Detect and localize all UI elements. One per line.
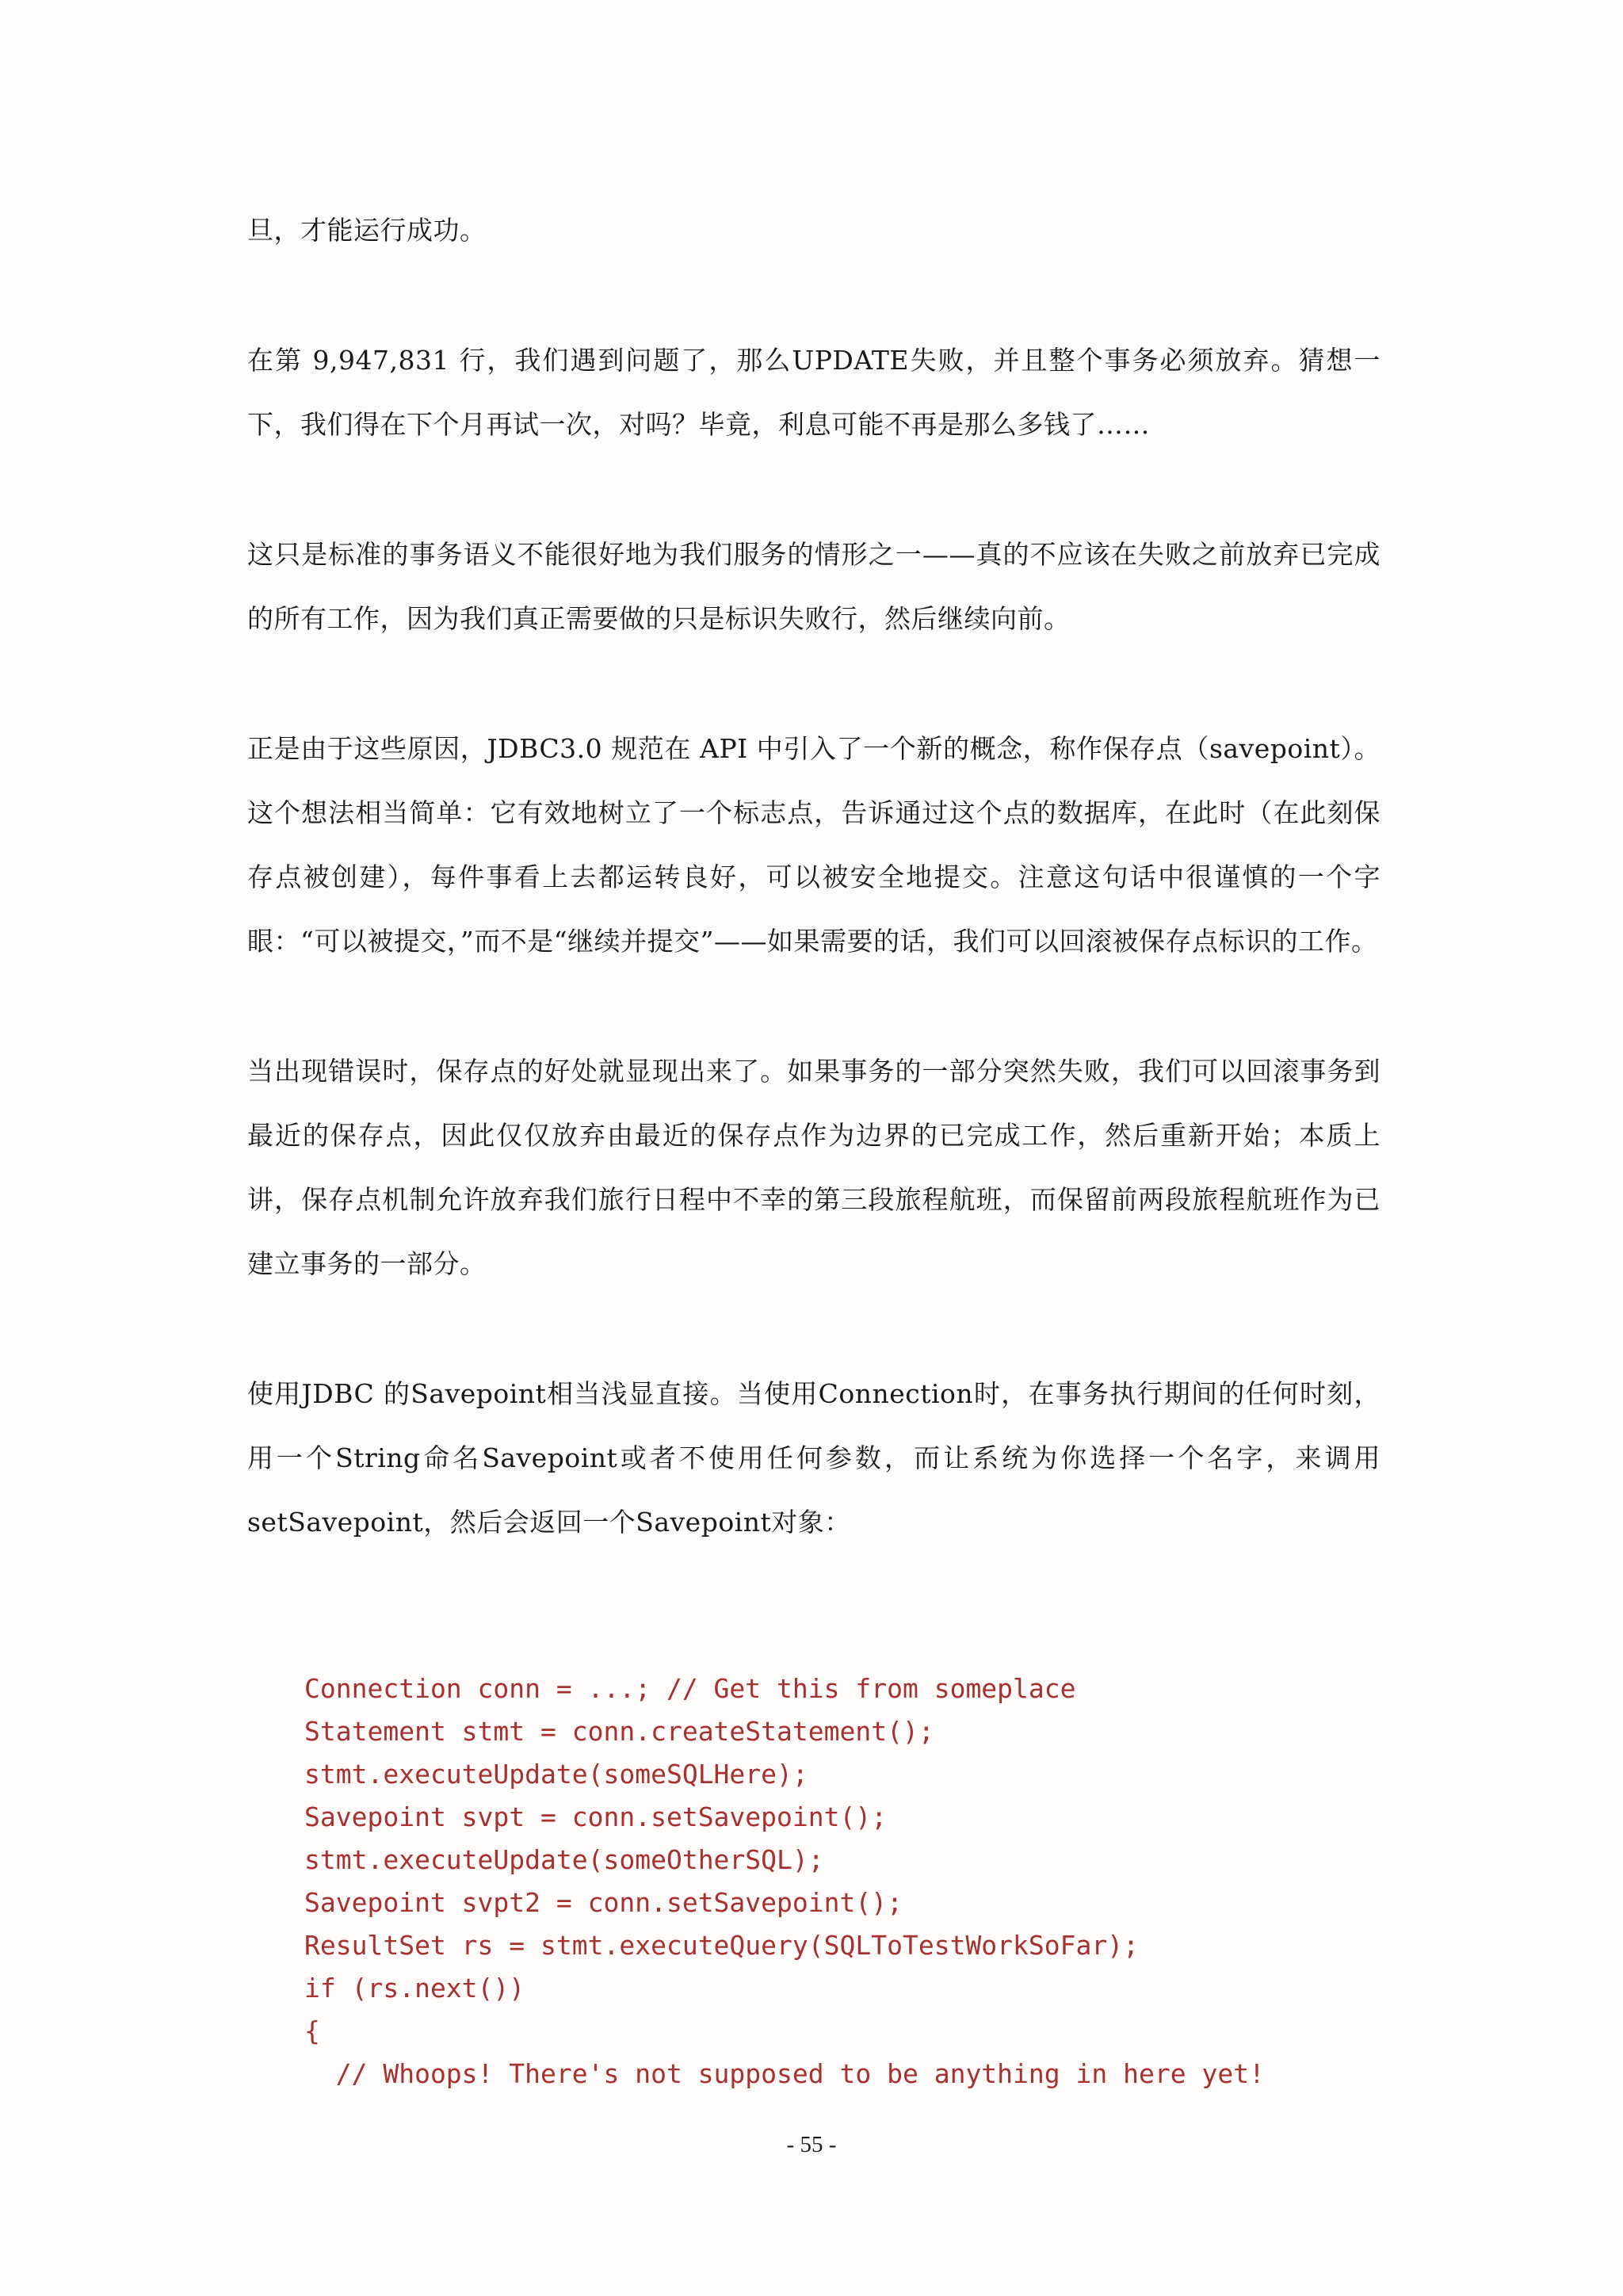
code-line: // Whoops! There's not supposed to be anything in here yet! xyxy=(304,2058,1265,2089)
document-body xyxy=(247,198,1381,1554)
page-number: - 55 - xyxy=(786,2132,837,2157)
code-line: if (rs.next()) xyxy=(304,1973,525,2004)
code-line: { xyxy=(304,2015,320,2046)
code-line: stmt.executeUpdate(someOtherSQL); xyxy=(304,1844,824,1875)
paragraph-transaction-semantics: 这只是标准的事务语义不能很好地为我们服务的情形之一——真的不应该在失败之前放弃已完成的所有工作，因为我们真正需要做的只是标识失败行，然后继续向前。 xyxy=(247,539,1381,634)
paragraph-savepoint-intro: 正是由于这些原因，JDBC3.0 规范在 API 中引入了一个新的概念，称作保存点（savepoint）。这个想法相当简单：它有效地树立了一个标志点，告诉通过这个点的数据库，在此时（在此刻保存点被创建），每件事看上去都运转良好，可以被安全地提交。注意这句话中很谨慎的一个字眼：“可以被提交，”而不是“继续并提交”——如果需要的话，我们可以回滚被保存点标识的工作。 xyxy=(247,733,1381,957)
code-listing xyxy=(304,1668,1265,2095)
code-line: Connection conn = ...; // Get this from someplace xyxy=(304,1673,1076,1704)
code-line: stmt.executeUpdate(someSQLHere); xyxy=(304,1759,808,1790)
paragraph-continuation: 旦，才能运行成功。 xyxy=(247,215,487,246)
code-line: Savepoint svpt = conn.setSavepoint(); xyxy=(304,1801,888,1832)
code-line: Statement stmt = conn.createStatement(); xyxy=(304,1716,934,1747)
paragraph-savepoint-benefit: 当出现错误时，保存点的好处就显现出来了。如果事务的一部分突然失败，我们可以回滚事务到最近的保存点，因此仅仅放弃由最近的保存点作为边界的已完成工作，然后重新开始；本质上讲，保存点机制允许放弃我们旅行日程中不幸的第三段旅程航班，而保留前两段旅程航班作为已建立事务的一部分。 xyxy=(247,1056,1381,1279)
paragraph-update-failure: 在第 9,947,831 行，我们遇到问题了，那么UPDATE失败，并且整个事务必须放弃。猜想一下，我们得在下个月再试一次，对吗？毕竟，利息可能不再是那么多钱了…… xyxy=(247,345,1381,440)
code-line: Savepoint svpt2 = conn.setSavepoint(); xyxy=(304,1887,903,1918)
paragraph-savepoint-usage: 使用JDBC 的Savepoint相当浅显直接。当使用Connection时，在事务执行期间的任何时刻，用一个String命名Savepoint或者不使用任何参数，而让系统为你选择一个名字，来调用setSavepoint，然后会返回一个Savepoint对象： xyxy=(247,1378,1381,1538)
code-line: ResultSet rs = stmt.executeQuery(SQLToTestWorkSoFar); xyxy=(304,1930,1139,1961)
